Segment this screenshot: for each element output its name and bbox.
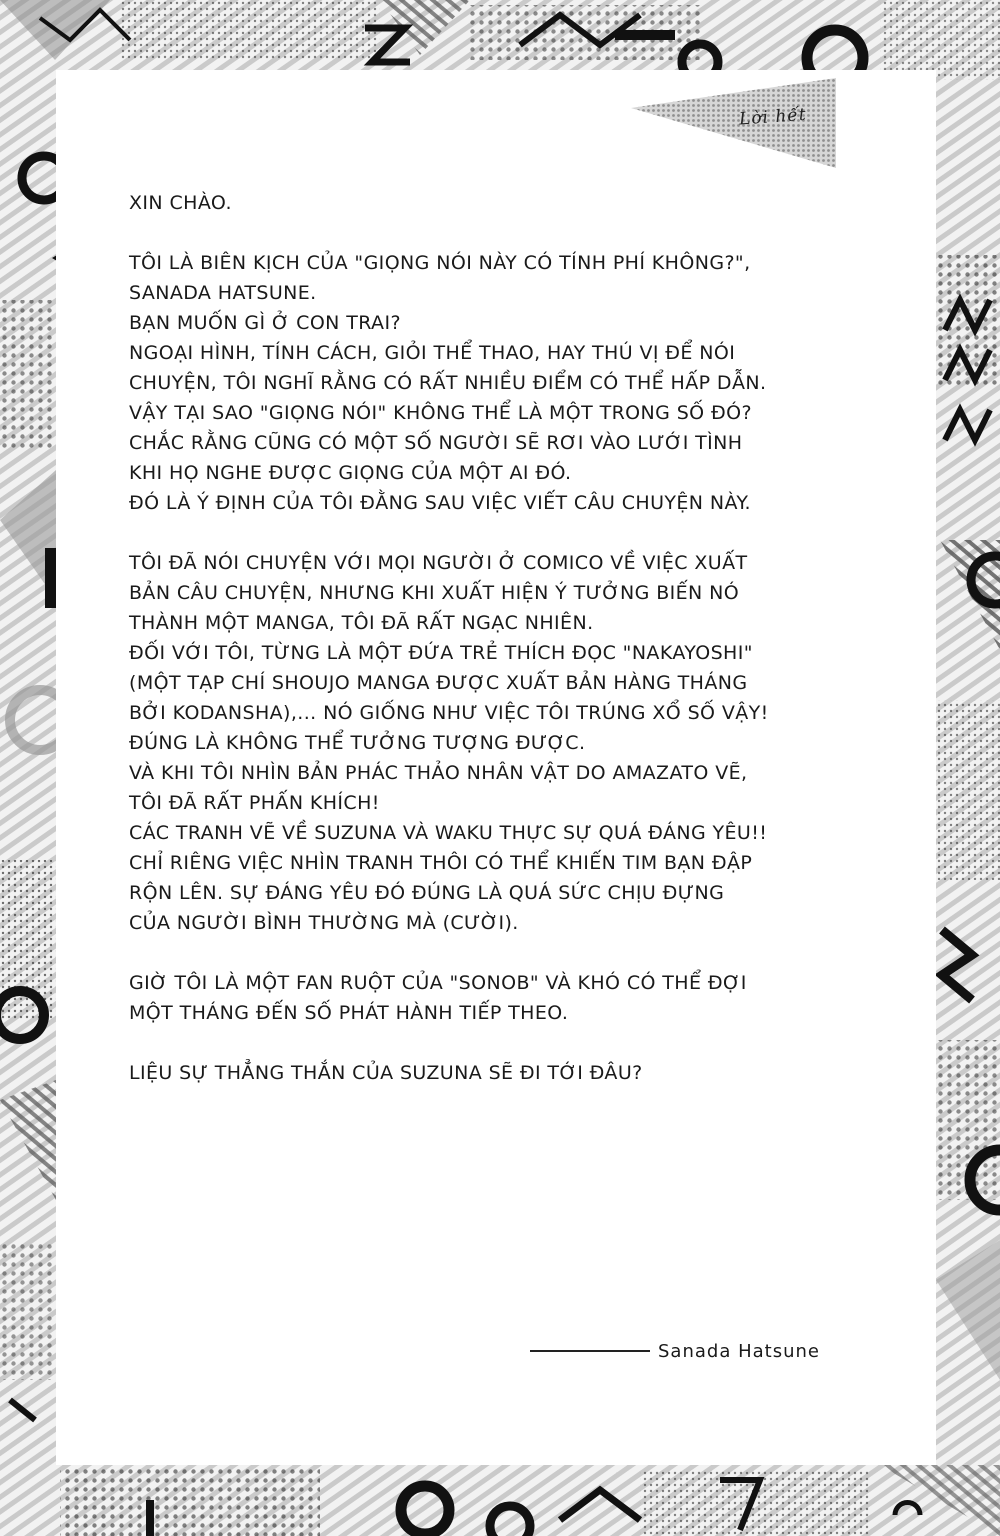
letter-paragraph: NGOẠI HÌNH, TÍNH CÁCH, GIỎI THỂ THAO, HAY THÚ VỊ ĐỂ NÓI CHUYỆN, TÔI NGHĨ RẰNG CÓ RẤT NHIỀU ĐIỂM CÓ THỂ HẤP DẪN.: [129, 342, 767, 394]
letter-paragraph: CHỈ RIÊNG VIỆC NHÌN TRANH THÔI CÓ THỂ KHIẾN TIM BẠN ĐẬP RỘN LÊN. SỰ ĐÁNG YÊU ĐÓ ĐÚNG LÀ QUÁ SỨC CHỊU ĐỰNG CỦA NGƯỜI BÌNH THƯỜNG MÀ (CƯỜI).: [129, 852, 753, 934]
letter-paragraph: ĐỐI VỚI TÔI, TỪNG LÀ MỘT ĐỨA TRẺ THÍCH ĐỌC "NAKAYOSHI" (MỘT TẠP CHÍ SHOUJO MANGA ĐƯỢC XUẤT BẢN HÀNG THÁNG BỞI KODANSHA),... NÓ GIỐNG NHƯ VIỆC TÔI TRÚNG XỔ SỐ VẬY!: [129, 642, 769, 724]
section-title: Lời hết: [738, 104, 808, 130]
letter-paragraph: XIN CHÀO.: [129, 192, 232, 214]
letter-paragraph: CHẮC RẰNG CŨNG CÓ MỘT SỐ NGƯỜI SẼ RƠI VÀO LƯỚI TÌNH KHI HỌ NGHE ĐƯỢC GIỌNG CỦA MỘT AI ĐÓ.: [129, 432, 743, 484]
signature-dash: [530, 1350, 650, 1352]
letter-paragraph: ĐÚNG LÀ KHÔNG THỂ TƯỞNG TƯỢNG ĐƯỢC.: [129, 732, 586, 754]
letter-paragraph: CÁC TRANH VẼ VỀ SUZUNA VÀ WAKU THỰC SỰ QUÁ ĐÁNG YÊU!!: [129, 822, 768, 844]
letter-paragraph: LIỆU SỰ THẲNG THẮN CỦA SUZUNA SẼ ĐI TỚI ĐÂU?: [129, 1062, 643, 1084]
signature-name: Sanada Hatsune: [658, 1340, 820, 1362]
letter-paragraph: GIỜ TÔI LÀ MỘT FAN RUỘT CỦA "SONOB" VÀ KHÓ CÓ THỂ ĐỢI MỘT THÁNG ĐẾN SỐ PHÁT HÀNH TIẾP THEO.: [129, 972, 747, 1024]
letter-paragraph: BẠN MUỐN GÌ Ở CON TRAI?: [129, 312, 401, 334]
letter-paragraph: TÔI ĐÃ NÓI CHUYỆN VỚI MỌI NGƯỜI Ở COMICO VỀ VIỆC XUẤT BẢN CÂU CHUYỆN, NHƯNG KHI XUẤT HIỆN Ý TƯỞNG BIẾN NÓ THÀNH MỘT MANGA, TÔI ĐÃ RẤT NGẠC NHIÊN.: [129, 552, 748, 634]
letter-paragraph: VẬY TẠI SAO "GIỌNG NÓI" KHÔNG THỂ LÀ MỘT TRONG SỐ ĐÓ?: [129, 402, 752, 424]
letter-paragraph: TÔI LÀ BIÊN KỊCH CỦA "GIỌNG NÓI NÀY CÓ TÍNH PHÍ KHÔNG?", SANADA HATSUNE.: [129, 252, 751, 304]
signature: [530, 1336, 875, 1366]
letter-paragraph: ĐÓ LÀ Ý ĐỊNH CỦA TÔI ĐẰNG SAU VIỆC VIẾT CÂU CHUYỆN NÀY.: [129, 492, 751, 514]
letter-body: [129, 188, 769, 1088]
letter-paragraph: VÀ KHI TÔI NHÌN BẢN PHÁC THẢO NHÂN VẬT DO AMAZATO VẼ, TÔI ĐÃ RẤT PHẤN KHÍCH!: [129, 762, 748, 814]
